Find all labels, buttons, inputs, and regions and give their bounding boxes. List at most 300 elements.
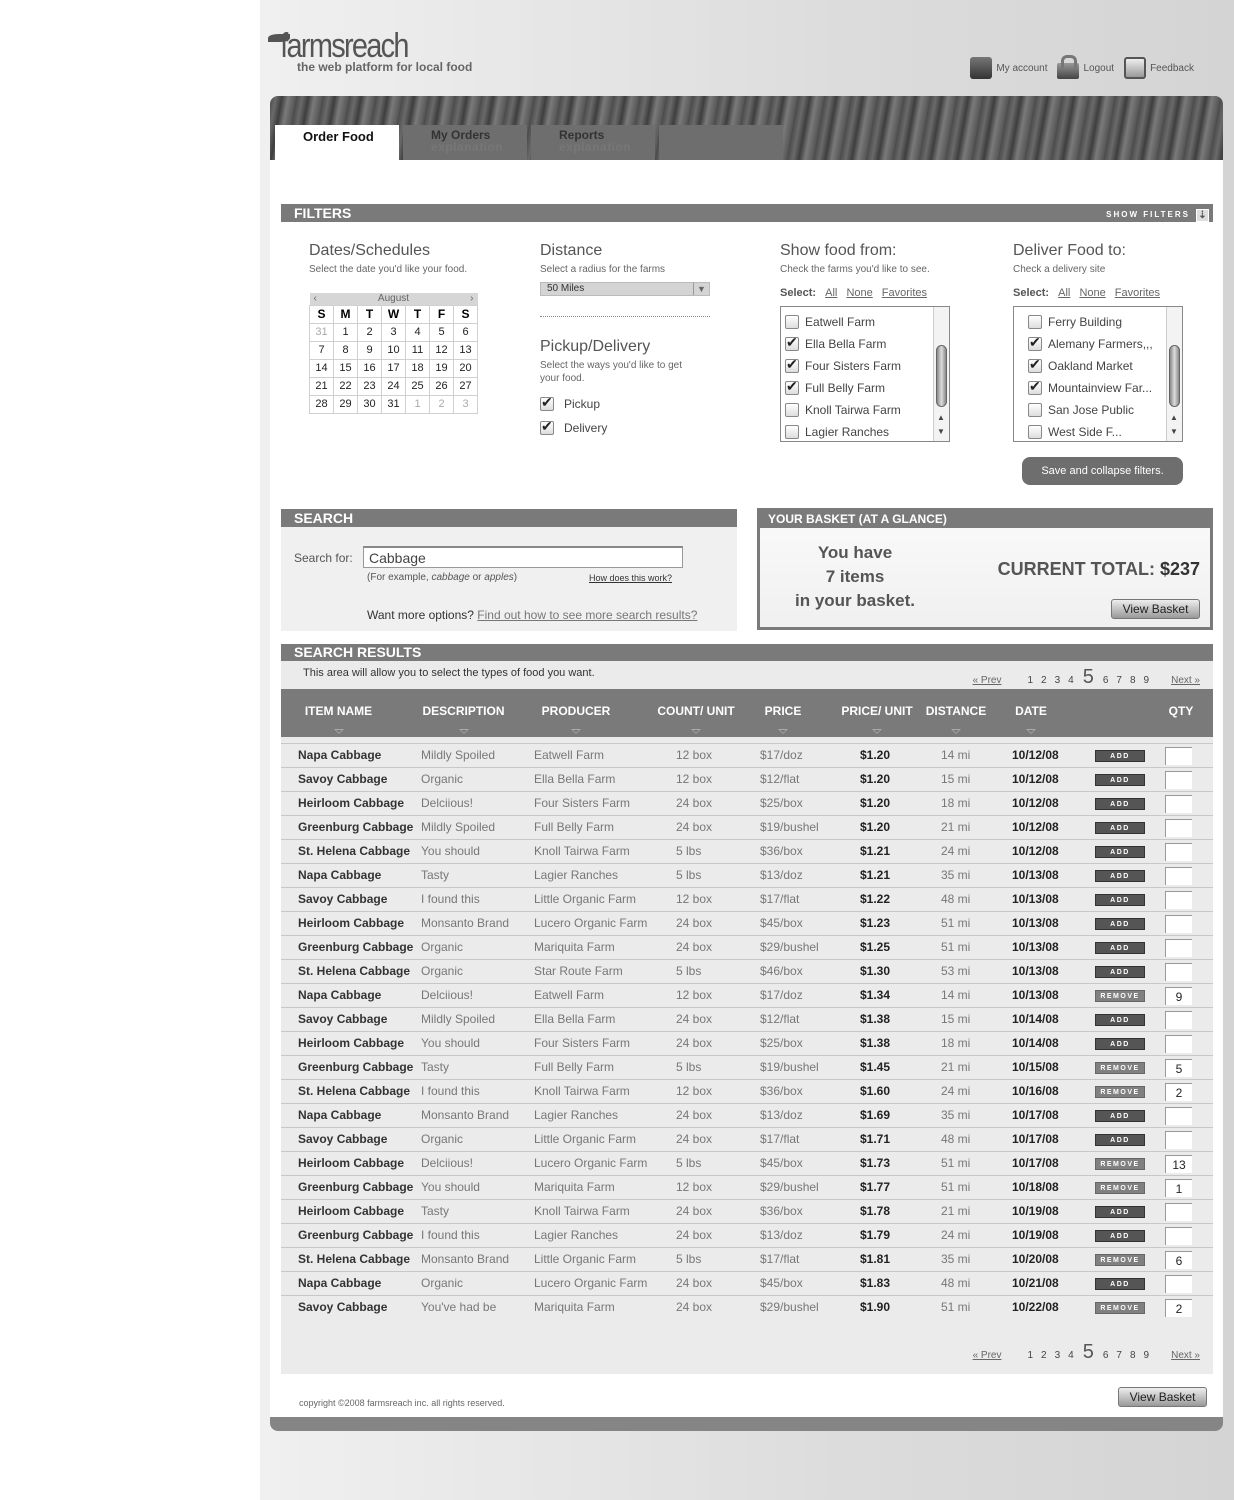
tab-empty[interactable] [659,125,783,160]
filters-title: FILTERS [294,205,352,221]
account-icon [970,57,992,79]
qty-input[interactable] [1165,915,1192,933]
calendar-day[interactable]: 2 [358,323,382,341]
select-none-link[interactable]: None [846,287,873,299]
item-producer: Knoll Tairwa Farm [534,844,630,858]
table-row [281,1031,1213,1055]
col-description[interactable] [401,689,526,737]
add-button[interactable]: ADD [1095,798,1145,810]
checkbox[interactable] [785,425,799,439]
column-label: DESCRIPTION [422,704,505,718]
calendar-day[interactable]: 27 [454,377,478,395]
page-link[interactable]: 1 [1027,1350,1034,1361]
calendar-day[interactable]: 10 [382,341,406,359]
remove-button[interactable]: REMOVE [1095,1182,1145,1194]
item-producer: Full Belly Farm [534,1060,615,1074]
item-description: You should [421,1180,480,1194]
checkbox[interactable] [1028,337,1042,351]
calendar-day[interactable]: 7 [310,341,334,359]
weekday-label: F [430,305,454,323]
calendar-day[interactable]: 4 [406,323,430,341]
deliver-select-line [1013,287,1183,299]
calendar-day[interactable]: 26 [430,377,454,395]
item-name: St. Helena Cabbage [298,1252,411,1266]
calendar-day[interactable]: 8 [334,341,358,359]
item-count: 24 box [676,1204,713,1218]
qty-input[interactable] [1165,891,1192,909]
col-date[interactable] [1001,689,1061,737]
prev-page-link[interactable]: « Prev [972,1350,1002,1361]
item-name: Greenburg Cabbage [298,940,414,954]
add-button[interactable]: ADD [1095,1038,1145,1050]
sort-arrow-icon[interactable] [691,729,701,734]
item-price: $36/box [760,844,803,858]
list-item[interactable] [785,403,949,417]
item-description: Delciious! [421,1156,474,1170]
tab-order-food[interactable] [275,125,399,160]
page-link[interactable]: 9 [1143,675,1150,686]
item-distance: 18 mi [941,796,971,810]
item-count: 12 box [676,772,713,786]
item-name: Greenburg Cabbage [298,1228,414,1242]
save-collapse-filters-button[interactable]: Save and collapse filters. [1022,457,1183,485]
qty-input[interactable]: 13 [1165,1155,1192,1173]
item-producer: Mariquita Farm [534,940,615,954]
item-date: 10/14/08 [1012,1012,1059,1026]
calendar-day[interactable]: 23 [358,377,382,395]
calendar-day[interactable]: 31 [310,323,334,341]
sort-arrow-icon[interactable] [1026,729,1036,734]
page-link[interactable]: 3 [1054,675,1061,686]
item-price: $25/box [760,1036,803,1050]
calendar-day[interactable]: 6 [454,323,478,341]
more-results-link[interactable]: Find out how to see more search results? [477,608,698,622]
calendar-day[interactable]: 17 [382,359,406,377]
weekday-label: T [406,305,430,323]
table-row [281,935,1213,959]
qty-input[interactable]: 9 [1165,987,1192,1005]
calendar-day[interactable]: 25 [406,377,430,395]
next-page-link[interactable]: Next » [1171,675,1200,686]
item-name: Napa Cabbage [298,988,382,1002]
item-distance: 24 mi [941,1084,971,1098]
scroll-up-icon[interactable]: ▲ [937,413,945,422]
item-description: Monsanto Brand [421,1108,510,1122]
view-basket-button[interactable]: View Basket [1111,599,1200,619]
list-item[interactable] [1028,359,1182,373]
calendar-day[interactable]: 14 [310,359,334,377]
page-link[interactable]: 7 [1116,675,1122,686]
logo-text: farmsreach [280,27,408,65]
item-producer: Mariquita Farm [534,1300,615,1314]
page-link[interactable]: 3 [1054,1350,1061,1361]
calendar-day[interactable]: 16 [358,359,382,377]
qty-input[interactable] [1165,1107,1192,1125]
next-month-icon[interactable]: › [470,293,474,305]
add-button[interactable]: ADD [1095,870,1145,882]
logout-link[interactable] [1057,57,1114,79]
list-item[interactable] [785,425,949,439]
next-page-link[interactable]: Next » [1171,1350,1200,1361]
list-item[interactable] [785,381,949,395]
add-button[interactable]: ADD [1095,822,1145,834]
prev-month-icon[interactable]: ‹ [313,293,317,305]
sort-arrow-icon[interactable] [334,729,344,734]
list-item[interactable] [1028,381,1182,395]
calendar-day[interactable]: 5 [430,323,454,341]
remove-button[interactable]: REMOVE [1095,990,1145,1002]
table-row [281,1271,1213,1295]
calendar-day[interactable]: 11 [406,341,430,359]
item-price: $29/bushel [760,940,819,954]
dates-hint: Select the date you'd like your food. [309,264,468,275]
item-producer: Ella Bella Farm [534,1012,616,1026]
qty-input[interactable] [1165,795,1192,813]
item-distance: 15 mi [941,1012,971,1026]
distance-hint: Select a radius for the farms [540,264,666,275]
item-distance: 14 mi [941,988,971,1002]
pickup-option[interactable] [540,397,710,411]
how-does-this-work-link[interactable]: How does this work? [589,573,673,583]
item-name: St. Helena Cabbage [298,1084,411,1098]
item-date: 10/13/08 [1012,916,1059,930]
add-button[interactable]: ADD [1095,1014,1145,1026]
select-none-link[interactable]: None [1079,287,1106,299]
sort-arrow-icon[interactable] [459,729,469,734]
remove-button[interactable]: REMOVE [1095,1254,1145,1266]
page-link[interactable]: 5 [1082,1341,1094,1363]
sort-arrow-icon[interactable] [571,729,581,734]
item-description: Tasty [421,1060,450,1074]
delivery-option[interactable] [540,421,710,435]
page-link[interactable]: 5 [1082,666,1094,688]
tab-reports[interactable] [531,125,655,160]
qty-input[interactable] [1165,1035,1192,1053]
item-price: $12/flat [760,1012,800,1026]
add-button[interactable]: ADD [1095,1278,1145,1290]
list-item[interactable] [785,359,949,373]
item-price-unit: $1.73 [860,1156,891,1170]
calendar-day[interactable]: 2 [430,395,454,413]
col-count-unit[interactable] [646,689,746,737]
sort-arrow-icon[interactable] [872,729,882,734]
list-item[interactable] [785,337,949,351]
qty-input[interactable]: 2 [1165,1299,1192,1317]
table-row [281,1223,1213,1247]
add-button[interactable]: ADD [1095,774,1145,786]
item-price-unit: $1.38 [860,1012,891,1026]
item-description: I found this [421,892,480,906]
qty-input[interactable] [1165,939,1192,957]
list-item[interactable] [785,315,949,329]
item-producer: Lagier Ranches [534,1228,619,1242]
add-button[interactable]: ADD [1095,1230,1145,1242]
page-link[interactable]: 2 [1041,675,1047,686]
checkbox[interactable] [540,421,554,435]
table-row [281,743,1213,767]
remove-button[interactable]: REMOVE [1095,1158,1145,1170]
remove-button[interactable]: REMOVE [1095,1086,1145,1098]
item-price-unit: $1.23 [860,916,891,930]
show-filters-button[interactable] [1106,206,1209,224]
calendar-day[interactable]: 20 [454,359,478,377]
remove-button[interactable]: REMOVE [1095,1062,1145,1074]
calendar-day[interactable]: 29 [334,395,358,413]
qty-input[interactable] [1165,747,1192,765]
calendar-day[interactable]: 30 [358,395,382,413]
divider [540,316,710,317]
item-description: Delciious! [421,988,474,1002]
qty-input[interactable]: 5 [1165,1059,1192,1077]
logo-tagline: the web platform for local food [297,60,473,74]
list-item[interactable] [1028,403,1182,417]
checkbox[interactable] [785,381,799,395]
item-price: $17/flat [760,1132,800,1146]
download-arrow-icon: ⇣ [1196,209,1209,222]
checkbox[interactable] [785,337,799,351]
item-date: 10/13/08 [1012,964,1059,978]
item-producer: Mariquita Farm [534,1180,615,1194]
checkbox[interactable] [1028,425,1042,439]
scrollbar-thumb[interactable] [936,345,947,407]
select-favorites-link[interactable]: Favorites [881,287,928,299]
checkbox[interactable] [785,403,799,417]
item-date: 10/18/08 [1012,1180,1059,1194]
calendar-day[interactable]: 21 [310,377,334,395]
item-count: 12 box [676,1084,713,1098]
checkbox[interactable] [785,359,799,373]
calendar-day[interactable]: 24 [382,377,406,395]
item-distance: 15 mi [941,772,971,786]
page-link[interactable]: 6 [1102,675,1109,686]
checkbox[interactable] [1028,381,1042,395]
calendar-day[interactable]: 12 [430,341,454,359]
page-link[interactable]: 6 [1102,1350,1109,1361]
item-date: 10/19/08 [1012,1228,1059,1242]
select-all-link[interactable]: All [1058,287,1071,299]
dates-title: Dates/Schedules [309,242,430,259]
col-price-unit[interactable] [831,689,923,737]
sort-arrow-icon[interactable] [778,729,788,734]
item-price: $29/bushel [760,1180,819,1194]
add-button[interactable]: ADD [1095,918,1145,930]
qty-input[interactable] [1165,1275,1192,1293]
view-basket-button-footer[interactable]: View Basket [1118,1387,1207,1407]
item-price-unit: $1.20 [860,772,891,786]
item-date: 10/14/08 [1012,1036,1059,1050]
item-producer: Ella Bella Farm [534,772,616,786]
qty-input[interactable] [1165,819,1192,837]
item-name: Greenburg Cabbage [298,1180,414,1194]
pickup-hint: Select the ways you'd like to get your food. [540,360,682,384]
page-link[interactable]: 4 [1068,675,1074,686]
calendar-day[interactable]: 3 [382,323,406,341]
item-distance: 21 mi [941,1204,971,1218]
calendar-day[interactable]: 22 [334,377,358,395]
add-button[interactable]: ADD [1095,846,1145,858]
list-item[interactable] [1028,315,1182,329]
checkbox[interactable] [1028,359,1042,373]
add-button[interactable]: ADD [1095,750,1145,762]
list-item[interactable] [1028,337,1182,351]
weekday-label: T [358,305,382,323]
qty-input[interactable]: 2 [1165,1083,1192,1101]
item-name: Heirloom Cabbage [298,796,405,810]
item-price-unit: $1.22 [860,892,891,906]
qty-input[interactable] [1165,1011,1192,1029]
add-button[interactable]: ADD [1095,1134,1145,1146]
qty-input[interactable] [1165,1131,1192,1149]
checkbox[interactable] [1028,315,1042,329]
table-header [281,689,1213,737]
item-price-unit: $1.38 [860,1036,891,1050]
checkbox[interactable] [1028,403,1042,417]
item-producer: Little Organic Farm [534,892,637,906]
calendar-day[interactable]: 13 [454,341,478,359]
item-distance: 21 mi [941,1060,971,1074]
item-count: 24 box [676,1228,713,1242]
qty-input[interactable]: 6 [1165,1251,1192,1269]
my-account-link[interactable] [970,57,1047,79]
qty-input[interactable] [1165,843,1192,861]
checkbox[interactable] [540,397,554,411]
item-price-unit: $1.21 [860,844,891,858]
calendar-day[interactable]: 28 [310,395,334,413]
item-distance: 21 mi [941,820,971,834]
qty-input[interactable] [1165,963,1192,981]
search-example: (For example, cabbage or apples) [367,572,518,583]
results-header: SEARCH RESULTS [281,644,1213,661]
page-link[interactable]: 8 [1129,675,1136,686]
checkbox[interactable] [785,315,799,329]
scrollbar[interactable] [1166,307,1182,441]
sort-arrow-icon[interactable] [951,729,961,734]
col-producer[interactable] [521,689,631,737]
calendar-day[interactable]: 1 [334,323,358,341]
tab-my-orders[interactable] [403,125,527,160]
scroll-down-icon[interactable]: ▼ [1170,427,1178,436]
column-label: PRICE/ UNIT [841,704,913,718]
item-price-unit: $1.20 [860,820,891,834]
item-price-unit: $1.79 [860,1228,891,1242]
basket-message: You have 7 items in your basket. [795,543,915,610]
table-row [281,983,1213,1007]
page-link[interactable]: 8 [1129,1350,1136,1361]
list-item[interactable] [1028,425,1182,439]
scrollbar[interactable] [933,307,949,441]
option-label: Delivery [564,421,608,435]
add-button[interactable]: ADD [1095,1206,1145,1218]
item-price: $17/doz [760,748,803,762]
col-distance[interactable] [911,689,1001,737]
distance-filter [540,242,710,435]
item-name: Savoy Cabbage [298,892,388,906]
prev-page-link[interactable]: « Prev [972,675,1002,686]
add-button[interactable]: ADD [1095,966,1145,978]
deliver-listbox[interactable] [1013,306,1183,442]
qty-input[interactable] [1165,1227,1192,1245]
page-link[interactable]: 9 [1143,1350,1150,1361]
farms-listbox[interactable] [780,306,950,442]
item-description: You should [421,1036,480,1050]
item-price: $45/box [760,1276,803,1290]
scrollbar-thumb[interactable] [1169,345,1180,407]
item-producer: Lucero Organic Farm [534,1276,648,1290]
item-producer: Lucero Organic Farm [534,916,648,930]
results-hint: This area will allow you to select the types of food you want. [303,667,595,679]
qty-input[interactable] [1165,867,1192,885]
calendar-day[interactable]: 19 [430,359,454,377]
tabs [275,125,783,160]
list-item-label: Full Belly Farm [805,381,886,395]
calendar-day[interactable]: 18 [406,359,430,377]
results-table [281,743,1213,1319]
select-favorites-link[interactable]: Favorites [1114,287,1161,299]
item-count: 24 box [676,1012,713,1026]
item-count: 24 box [676,1132,713,1146]
page-link[interactable]: 1 [1027,675,1034,686]
qty-input[interactable]: 1 [1165,1179,1192,1197]
calendar-day[interactable]: 31 [382,395,406,413]
item-price: $29/bushel [760,1300,819,1314]
item-name: Savoy Cabbage [298,772,388,786]
calendar-day[interactable]: 1 [406,395,430,413]
feedback-link[interactable] [1124,57,1194,79]
scroll-up-icon[interactable]: ▲ [1170,413,1178,422]
remove-button[interactable]: REMOVE [1095,1302,1145,1314]
search-label: Search for: [294,551,353,565]
item-name: Greenburg Cabbage [298,820,414,834]
table-row [281,1247,1213,1271]
search-input[interactable] [363,546,683,568]
item-distance: 51 mi [941,1180,971,1194]
qty-input[interactable] [1165,1203,1192,1221]
search-section [281,509,737,631]
col-qty[interactable] [1151,689,1211,737]
calendar-day[interactable]: 9 [358,341,382,359]
table-row [281,887,1213,911]
logo[interactable] [270,28,472,74]
select-all-link[interactable]: All [825,287,838,299]
item-name: Greenburg Cabbage [298,1060,414,1074]
page-link[interactable]: 7 [1116,1350,1122,1361]
add-button[interactable]: ADD [1095,894,1145,906]
item-count: 24 box [676,796,713,810]
calendar-day[interactable]: 3 [454,395,478,413]
table-row [281,1295,1213,1319]
item-description: Organic [421,940,464,954]
table-row [281,791,1213,815]
col-price[interactable] [741,689,825,737]
calendar-day[interactable]: 15 [334,359,358,377]
scroll-down-icon[interactable]: ▼ [937,427,945,436]
page-link[interactable]: 2 [1041,1350,1047,1361]
clipboard-icon [1124,57,1146,79]
add-button[interactable]: ADD [1095,1110,1145,1122]
item-date: 10/19/08 [1012,1204,1059,1218]
distance-select[interactable] [540,282,710,296]
page-link[interactable]: 4 [1068,1350,1074,1361]
item-date: 10/17/08 [1012,1132,1059,1146]
col-item-name[interactable] [281,689,396,737]
add-button[interactable]: ADD [1095,942,1145,954]
item-price-unit: $1.45 [860,1060,891,1074]
select-label: Select: [1013,287,1050,299]
item-count: 12 box [676,988,713,1002]
item-price-unit: $1.21 [860,868,891,882]
qty-input[interactable] [1165,771,1192,789]
pager-top [973,666,1200,689]
